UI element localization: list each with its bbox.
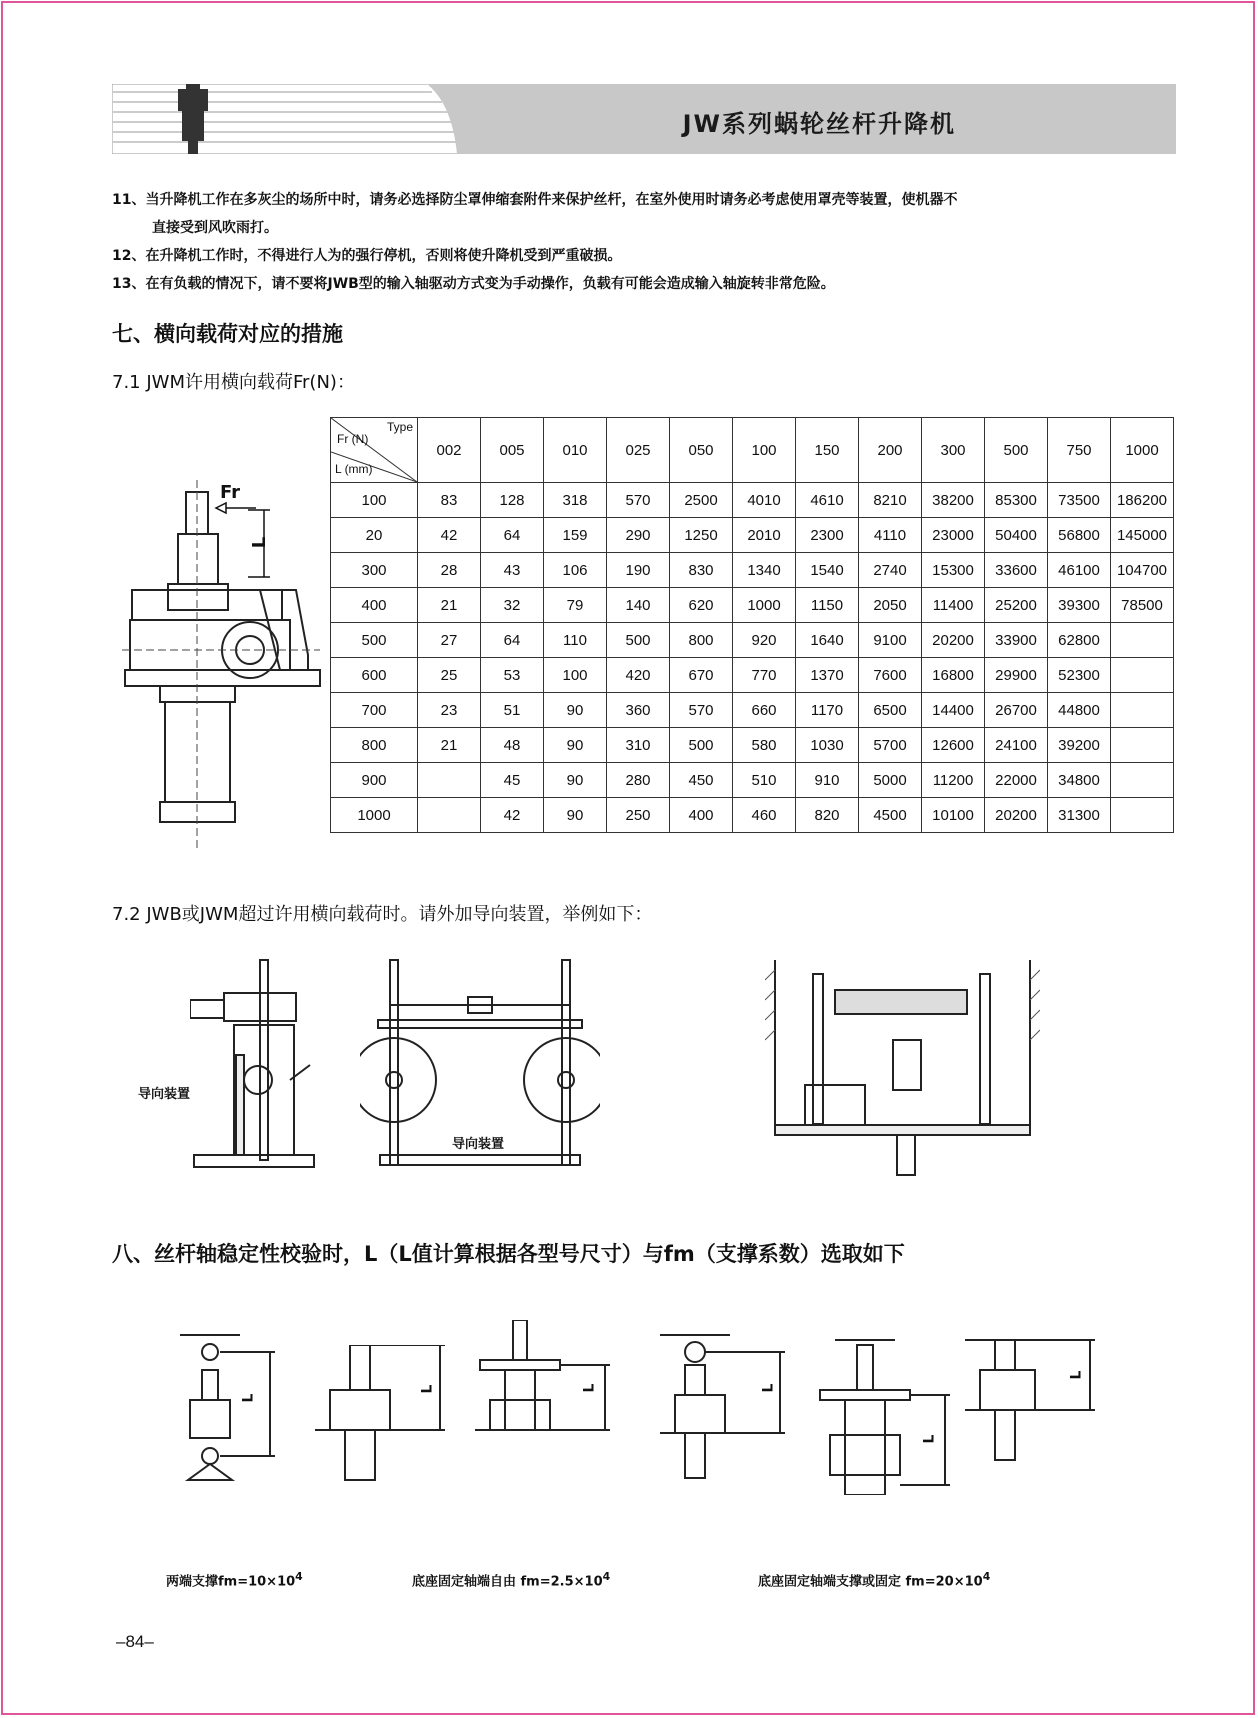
fr-cell: 128 <box>481 483 544 518</box>
fr-cell: 106 <box>544 553 607 588</box>
l-dimension: L <box>419 1384 436 1394</box>
fr-cell: 43 <box>481 553 544 588</box>
fr-cell: 1150 <box>796 588 859 623</box>
l-cell: 100 <box>331 483 418 518</box>
fr-cell: 21 <box>418 728 481 763</box>
table-row <box>331 728 1174 763</box>
guide-label: 导向装置 <box>452 1137 505 1152</box>
l-dimension: L <box>581 1383 598 1393</box>
support-diagram-6 <box>965 1335 1100 1469</box>
section-8-title: 八、丝杆轴稳定性校验时，L（L值计算根据各型号尺寸）与fm（支撑系数）选取如下 <box>112 1242 905 1266</box>
fr-cell: 20200 <box>922 623 985 658</box>
support-diagram-5 <box>815 1335 955 1499</box>
fr-cell: 4010 <box>733 483 796 518</box>
type-header: 002 <box>418 418 481 483</box>
fr-cell: 23 <box>418 693 481 728</box>
fr-cell: 460 <box>733 798 796 833</box>
fr-cell: 29900 <box>985 658 1048 693</box>
fr-cell: 1250 <box>670 518 733 553</box>
note-11-continued: 直接受到风吹雨打。 <box>152 220 278 236</box>
fr-cell: 830 <box>670 553 733 588</box>
fr-cell: 2050 <box>859 588 922 623</box>
table-row <box>331 518 1174 553</box>
fr-cell: 52300 <box>1048 658 1111 693</box>
fr-cell: 820 <box>796 798 859 833</box>
fr-cell: 5700 <box>859 728 922 763</box>
lifter-lateral-load-diagram <box>120 480 325 859</box>
fr-cell: 4110 <box>859 518 922 553</box>
fr-cell: 670 <box>670 658 733 693</box>
fr-cell: 38200 <box>922 483 985 518</box>
fr-cell: 660 <box>733 693 796 728</box>
fr-cell: 920 <box>733 623 796 658</box>
fr-cell: 1030 <box>796 728 859 763</box>
fr-cell: 48 <box>481 728 544 763</box>
caption-base-fixed-free-end <box>412 1570 610 1589</box>
support-diagram-1 <box>180 1330 290 1489</box>
fr-cell: 5000 <box>859 763 922 798</box>
table-header-row <box>331 418 1174 483</box>
page-header <box>112 84 1176 154</box>
fr-cell: 9100 <box>859 623 922 658</box>
fr-cell: 11400 <box>922 588 985 623</box>
fr-cell: 28 <box>418 553 481 588</box>
type-header: 200 <box>859 418 922 483</box>
type-header: 025 <box>607 418 670 483</box>
fr-cell: 1340 <box>733 553 796 588</box>
fr-cell: 580 <box>733 728 796 763</box>
support-diagram-2 <box>315 1345 455 1489</box>
fr-cell <box>418 798 481 833</box>
fr-cell: 33900 <box>985 623 1048 658</box>
fr-cell: 90 <box>544 798 607 833</box>
table-row <box>331 553 1174 588</box>
fr-cell: 110 <box>544 623 607 658</box>
table-row <box>331 483 1174 518</box>
fr-cell: 39200 <box>1048 728 1111 763</box>
fr-cell: 14400 <box>922 693 985 728</box>
l-dimension: L <box>240 1393 257 1403</box>
guide-device-figure-3 <box>765 960 1040 1184</box>
fr-cell: 6500 <box>859 693 922 728</box>
l-cell: 600 <box>331 658 418 693</box>
table-row <box>331 588 1174 623</box>
fr-cell: 400 <box>670 798 733 833</box>
fr-cell: 51 <box>481 693 544 728</box>
l-cell: 20 <box>331 518 418 553</box>
note-12: 12、在升降机工作时，不得进行人为的强行停机，否则将使升降机受到严重破损。 <box>112 248 622 264</box>
fr-cell: 1640 <box>796 623 859 658</box>
type-header: 050 <box>670 418 733 483</box>
guide-device-figure-1 <box>138 955 320 1179</box>
fr-cell: 15300 <box>922 553 985 588</box>
fr-cell <box>1111 658 1174 693</box>
fr-cell: 33600 <box>985 553 1048 588</box>
fr-cell: 62800 <box>1048 623 1111 658</box>
l-dimension: L <box>760 1383 777 1393</box>
table-row <box>331 658 1174 693</box>
fr-cell: 34800 <box>1048 763 1111 798</box>
fr-cell: 12600 <box>922 728 985 763</box>
note-13: 13、在有负载的情况下，请不要将JWB型的输入轴驱动方式变为手动操作，负载有可能会造成输入轴旋转非常危险。 <box>112 276 835 292</box>
fr-cell: 186200 <box>1111 483 1174 518</box>
support-diagram-4 <box>660 1330 790 1484</box>
caption-exponent: 4 <box>602 1570 611 1583</box>
fr-cell: 4500 <box>859 798 922 833</box>
fr-cell: 56800 <box>1048 518 1111 553</box>
fr-cell: 500 <box>670 728 733 763</box>
fr-cell: 100 <box>544 658 607 693</box>
fr-cell: 500 <box>607 623 670 658</box>
type-header: 300 <box>922 418 985 483</box>
fr-cell: 90 <box>544 763 607 798</box>
subsection-7-2-title: 7.2 JWB或JWM超过许用横向载荷时。请外加导向装置，举例如下： <box>112 904 653 925</box>
caption-base-fixed-supported-end <box>758 1570 990 1589</box>
table-row <box>331 623 1174 658</box>
type-header: 100 <box>733 418 796 483</box>
type-header: 500 <box>985 418 1048 483</box>
fr-cell: 360 <box>607 693 670 728</box>
page-title: JW系列蜗轮丝杆升降机 <box>682 110 956 138</box>
fr-cell: 2500 <box>670 483 733 518</box>
fr-cell <box>1111 728 1174 763</box>
caption-text: 两端支撑fm=10×10 <box>166 1574 296 1590</box>
fr-cell: 620 <box>670 588 733 623</box>
fr-cell: 910 <box>796 763 859 798</box>
fr-cell: 26700 <box>985 693 1048 728</box>
fr-cell: 8210 <box>859 483 922 518</box>
type-header: 150 <box>796 418 859 483</box>
fr-cell: 159 <box>544 518 607 553</box>
l-cell: 800 <box>331 728 418 763</box>
fr-cell: 570 <box>670 693 733 728</box>
fr-cell: 570 <box>607 483 670 518</box>
caption-text: 底座固定轴端支撑或固定 fm=20×10 <box>758 1574 983 1590</box>
fr-cell: 24100 <box>985 728 1048 763</box>
guide-label: 导向装置 <box>138 1087 191 1102</box>
fr-cell: 11200 <box>922 763 985 798</box>
fr-cell: 53 <box>481 658 544 693</box>
fr-label: Fr <box>220 482 241 503</box>
subsection-7-1-title: 7.1 JWM许用横向载荷Fr(N)： <box>112 372 355 393</box>
fr-cell: 16800 <box>922 658 985 693</box>
fr-cell: 50400 <box>985 518 1048 553</box>
fr-cell: 145000 <box>1111 518 1174 553</box>
fr-cell: 190 <box>607 553 670 588</box>
fr-cell: 4610 <box>796 483 859 518</box>
l-cell: 400 <box>331 588 418 623</box>
fr-cell <box>418 763 481 798</box>
l-cell: 300 <box>331 553 418 588</box>
type-header: 010 <box>544 418 607 483</box>
l-cell: 900 <box>331 763 418 798</box>
fr-cell: 23000 <box>922 518 985 553</box>
fr-cell <box>1111 798 1174 833</box>
table-row <box>331 693 1174 728</box>
allowable-lateral-load-table <box>330 417 1174 833</box>
fr-cell: 46100 <box>1048 553 1111 588</box>
fr-cell: 2010 <box>733 518 796 553</box>
fr-cell: 27 <box>418 623 481 658</box>
fr-cell: 78500 <box>1111 588 1174 623</box>
fr-cell: 42 <box>481 798 544 833</box>
fr-cell: 73500 <box>1048 483 1111 518</box>
l-cell: 700 <box>331 693 418 728</box>
fr-cell <box>1111 693 1174 728</box>
caption-exponent: 4 <box>295 1570 303 1583</box>
fr-cell: 44800 <box>1048 693 1111 728</box>
fr-cell: 39300 <box>1048 588 1111 623</box>
notes-list <box>112 186 1172 298</box>
fr-cell: 83 <box>418 483 481 518</box>
table-corner-cell <box>331 418 418 483</box>
fr-cell <box>1111 623 1174 658</box>
fr-cell: 140 <box>607 588 670 623</box>
fr-cell: 1540 <box>796 553 859 588</box>
corner-type-label: Type <box>386 420 413 434</box>
guide-device-figure-2 <box>360 955 600 1174</box>
fr-cell: 318 <box>544 483 607 518</box>
l-cell: 1000 <box>331 798 418 833</box>
fr-cell: 32 <box>481 588 544 623</box>
fr-cell: 1370 <box>796 658 859 693</box>
fr-cell: 22000 <box>985 763 1048 798</box>
type-header: 005 <box>481 418 544 483</box>
support-diagram-3 <box>475 1320 615 1459</box>
fr-cell: 64 <box>481 518 544 553</box>
fr-cell: 21 <box>418 588 481 623</box>
fr-cell: 25200 <box>985 588 1048 623</box>
fr-cell: 20200 <box>985 798 1048 833</box>
corner-l-label: L (mm) <box>335 462 373 476</box>
fr-cell: 31300 <box>1048 798 1111 833</box>
fr-cell: 770 <box>733 658 796 693</box>
fr-cell: 2740 <box>859 553 922 588</box>
fr-cell <box>1111 763 1174 798</box>
fr-cell: 510 <box>733 763 796 798</box>
fr-cell: 85300 <box>985 483 1048 518</box>
fr-cell: 10100 <box>922 798 985 833</box>
type-header: 1000 <box>1111 418 1174 483</box>
section-7-title: 七、横向载荷对应的措施 <box>112 322 343 346</box>
fr-cell: 1000 <box>733 588 796 623</box>
l-label: L <box>249 536 271 549</box>
table-row <box>331 798 1174 833</box>
fr-cell: 104700 <box>1111 553 1174 588</box>
header-banner <box>112 84 1176 154</box>
l-cell: 500 <box>331 623 418 658</box>
fr-cell: 79 <box>544 588 607 623</box>
fr-cell: 25 <box>418 658 481 693</box>
fr-cell: 290 <box>607 518 670 553</box>
caption-exponent: 4 <box>982 1570 991 1583</box>
corner-fr-label: Fr (N) <box>337 432 369 446</box>
fr-cell: 280 <box>607 763 670 798</box>
fr-cell: 2300 <box>796 518 859 553</box>
fr-cell: 90 <box>544 728 607 763</box>
caption-text: 底座固定轴端自由 fm=2.5×10 <box>412 1574 603 1590</box>
table-row <box>331 763 1174 798</box>
fr-cell: 64 <box>481 623 544 658</box>
fr-cell: 310 <box>607 728 670 763</box>
fr-cell: 250 <box>607 798 670 833</box>
caption-both-ends-support <box>166 1570 303 1589</box>
fr-cell: 42 <box>418 518 481 553</box>
fr-cell: 90 <box>544 693 607 728</box>
page-number: –84– <box>116 1632 154 1651</box>
l-dimension: L <box>1068 1370 1085 1380</box>
type-header: 750 <box>1048 418 1111 483</box>
note-11: 11、当升降机工作在多灰尘的场所中时，请务必选择防尘罩伸缩套附件来保护丝杆，在室外使用时请务必考虑使用罩壳等装置，使机器不 <box>112 192 958 208</box>
fr-cell: 800 <box>670 623 733 658</box>
l-dimension: L <box>921 1434 938 1444</box>
fr-cell: 45 <box>481 763 544 798</box>
fr-cell: 7600 <box>859 658 922 693</box>
fr-cell: 1170 <box>796 693 859 728</box>
fr-cell: 450 <box>670 763 733 798</box>
fr-cell: 420 <box>607 658 670 693</box>
